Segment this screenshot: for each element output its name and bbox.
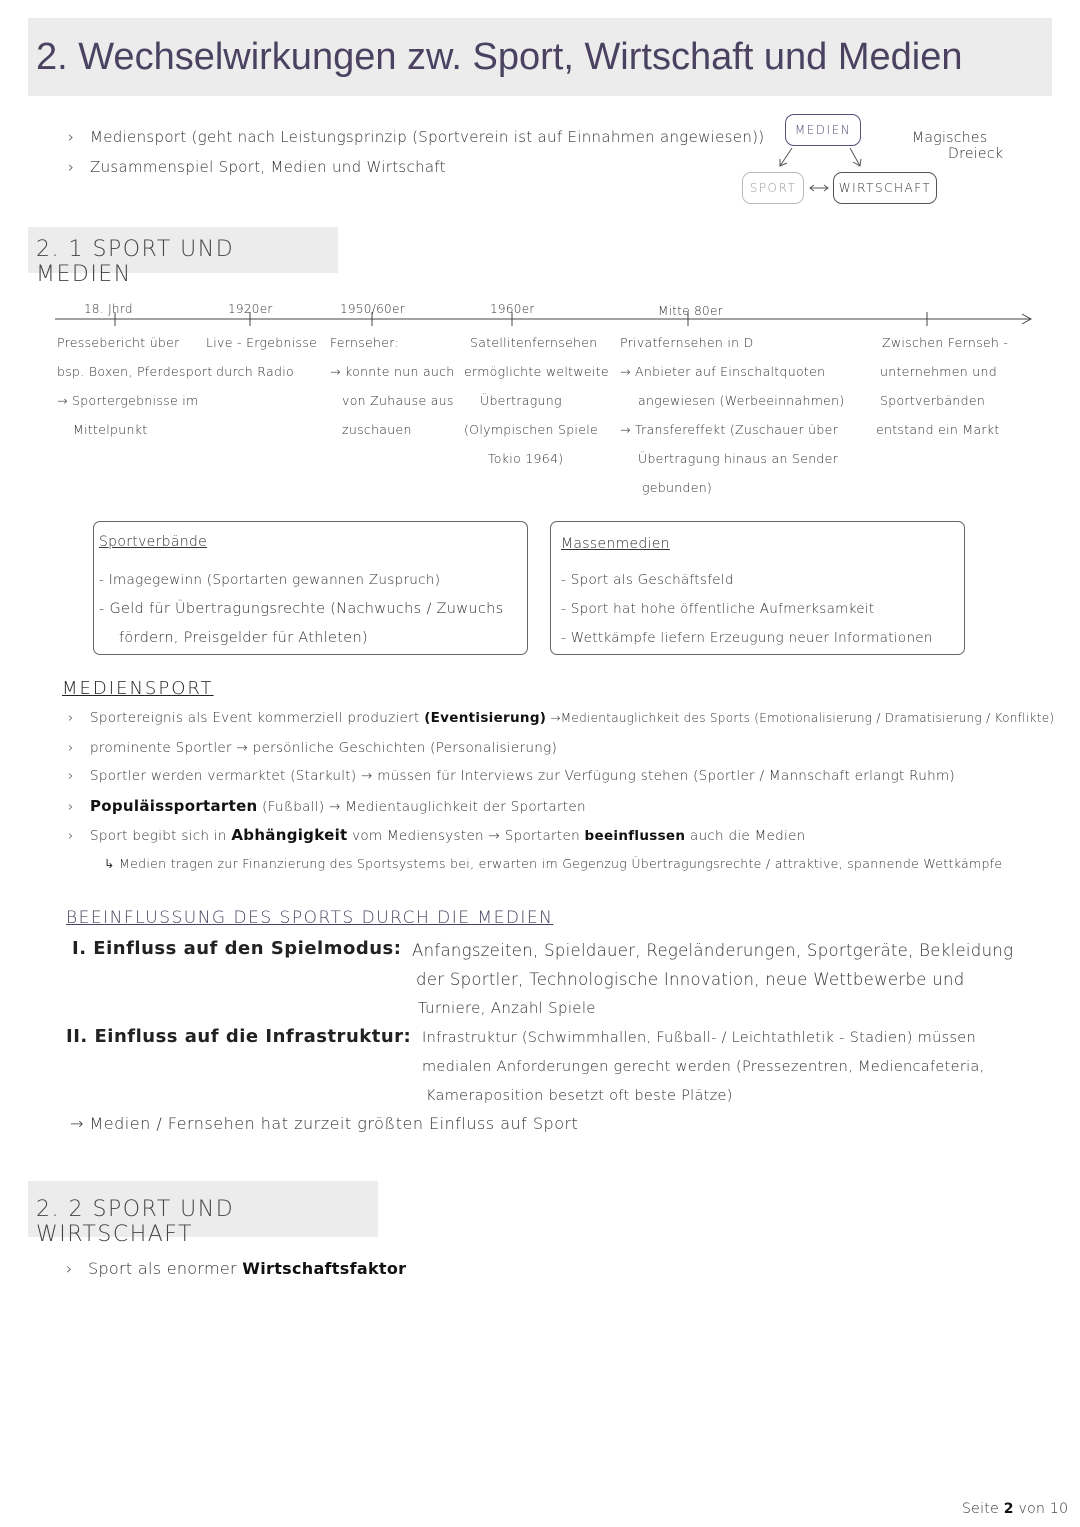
timeline-entry-line: → Sportergebnisse im bbox=[57, 393, 199, 408]
page-number-current: 2 bbox=[1003, 1501, 1014, 1517]
timeline-entry bbox=[330, 328, 455, 444]
timeline-entry-line: → konnte nun auch bbox=[330, 364, 455, 379]
bullet-arrow-icon: › bbox=[68, 799, 74, 815]
wirtschaft-bullet bbox=[66, 1259, 406, 1278]
timeline-entry-line: bsp. Boxen, Pferdesport bbox=[57, 364, 213, 379]
timeline-label: 1960er bbox=[490, 302, 535, 316]
timeline-entry-line: von Zuhause aus bbox=[342, 393, 454, 408]
node-wirtschaft: WIRTSCHAFT bbox=[833, 172, 937, 204]
timeline-entry-line: (Olympischen Spiele bbox=[464, 422, 598, 437]
node-sport: SPORT bbox=[742, 172, 804, 204]
box-title: Sportverbände bbox=[99, 534, 207, 550]
mediensport-text: Sportler werden vermarktet (Starkult) → müssen für Interviews zur Verfügung stehen (Sportler / Mannschaft erlangt Ruhm) bbox=[90, 768, 955, 784]
timeline-entry-line: Übertragung bbox=[480, 393, 562, 408]
page-title: 2. Wechselwirkungen zw. Sport, Wirtschaft und Medien bbox=[36, 36, 963, 78]
timeline-entry-line: gebunden) bbox=[642, 480, 713, 495]
intro-text: Zusammenspiel Sport, Medien und Wirtschaft bbox=[90, 158, 446, 176]
box-line: - Sport als Geschäftsfeld bbox=[561, 572, 734, 588]
mediensport-text: auch die Medien bbox=[685, 828, 806, 844]
einfluss-line: Infrastruktur (Schwimmhallen, Fußball- / Leichtathletik - Stadien) müssen bbox=[422, 1030, 977, 1046]
mediensport-text: →Medientauglichkeit des Sports (Emotionalisierung / Dramatisierung / Konflikte) bbox=[546, 711, 1055, 725]
einfluss-infrastruktur-label: II. Einfluss auf die Infrastruktur: bbox=[66, 1026, 412, 1047]
einfluss-spielmodus-text bbox=[412, 936, 1013, 1023]
mediensport-keyword: beeinflussen bbox=[584, 828, 686, 844]
wirtschaft-text: Sport als enormer bbox=[88, 1259, 243, 1278]
mediensport-item bbox=[68, 710, 1054, 726]
timeline-label: 1920er bbox=[228, 302, 273, 316]
box-line: fördern, Preisgelder für Athleten) bbox=[119, 630, 368, 646]
mediensport-item bbox=[68, 768, 955, 784]
mediensport-text: prominente Sportler → persönliche Geschichten (Personalisierung) bbox=[90, 740, 558, 756]
einfluss-line: der Sportler, Technologische Innovation, neue Wettbewerbe und bbox=[416, 970, 965, 989]
mediensport-text: (Fußball) → Medientauglichkeit der Sportarten bbox=[257, 799, 586, 815]
beeinflussung-conclusion: → Medien / Fernsehen hat zurzeit größten Einfluss auf Sport bbox=[70, 1114, 579, 1133]
einfluss-line: medialen Anforderungen gerecht werden (Pressezentren, Mediencafeteria, bbox=[422, 1059, 985, 1075]
timeline-entry bbox=[876, 328, 1008, 444]
bullet-arrow-icon: › bbox=[68, 768, 74, 784]
mediensport-text: Sportereignis als Event kommerziell produziert bbox=[90, 710, 425, 726]
triangle-label bbox=[912, 130, 1003, 162]
timeline-entry-line: ermöglichte weltweite bbox=[464, 364, 609, 379]
timeline-entry-line: Zwischen Fernseh - bbox=[882, 335, 1009, 350]
mediensport-keyword: Abhängigkeit bbox=[231, 826, 348, 844]
bullet-arrow-icon: › bbox=[66, 1259, 73, 1278]
timeline-entry-line: Tokio 1964) bbox=[488, 451, 564, 466]
box-line: - Sport hat hohe öffentliche Aufmerksamkeit bbox=[561, 601, 875, 617]
timeline-entry bbox=[206, 328, 317, 386]
page-number-prefix: Seite bbox=[962, 1501, 1004, 1517]
timeline-entry-line: Mittelpunkt bbox=[73, 422, 148, 437]
mediensport-keyword: Populäissportarten bbox=[90, 797, 258, 815]
timeline-entry-line: entstand ein Markt bbox=[876, 422, 1000, 437]
bullet-arrow-icon: › bbox=[68, 828, 74, 844]
timeline-entry bbox=[57, 328, 213, 444]
timeline-entry-line: Privatfernsehen in D bbox=[620, 335, 754, 350]
timeline-label: 18. Jhrd bbox=[84, 302, 133, 316]
timeline-entry-line: Sportverbänden bbox=[880, 393, 986, 408]
mediensport-item bbox=[68, 740, 557, 756]
mediensport-keyword: (Eventisierung) bbox=[424, 710, 547, 726]
timeline-entry-line: zuschauen bbox=[342, 422, 412, 437]
triangle-label-line: Dreieck bbox=[948, 146, 1004, 162]
einfluss-spielmodus-label: I. Einfluss auf den Spielmodus: bbox=[72, 938, 402, 959]
intro-bullet-1 bbox=[68, 128, 764, 146]
wirtschaft-keyword: Wirtschaftsfaktor bbox=[242, 1259, 407, 1278]
box-line: - Geld für Übertragungsrechte (Nachwuchs / Zuwuchs bbox=[99, 601, 504, 617]
section-heading-sport-wirtschaft bbox=[28, 1181, 378, 1247]
box-massenmedien bbox=[550, 521, 965, 655]
box-line: - Wettkämpfe liefern Erzeugung neuer Informationen bbox=[561, 630, 933, 646]
intro-text: Mediensport (geht nach Leistungsprinzip (Sportverein ist auf Einnahmen angewiesen)) bbox=[90, 128, 765, 146]
timeline-entry-line: → Transfereffekt (Zuschauer über bbox=[620, 422, 839, 437]
triangle-arrows bbox=[740, 140, 940, 200]
mediensport-item bbox=[68, 797, 586, 815]
mediensport-item bbox=[68, 826, 806, 844]
timeline-entry bbox=[464, 328, 609, 473]
timeline-entry-line: unternehmen und bbox=[880, 364, 997, 379]
intro-bullet-2 bbox=[68, 158, 446, 176]
timeline-entry-line: → Anbieter auf Einschaltquoten bbox=[620, 364, 826, 379]
timeline-entry-line: angewiesen (Werbeeinnahmen) bbox=[638, 393, 845, 408]
timeline-label: 1950/60er bbox=[340, 302, 405, 316]
timeline-label: Mitte 80er bbox=[658, 304, 723, 318]
einfluss-line: Turniere, Anzahl Spiele bbox=[418, 999, 596, 1017]
bullet-arrow-icon: › bbox=[68, 740, 74, 756]
section-heading-sport-medien bbox=[28, 227, 338, 287]
title-bar bbox=[28, 18, 1052, 96]
mediensport-text: Sport begibt sich in bbox=[90, 828, 232, 844]
section-title: 2. 2 SPORT UND WIRTSCHAFT bbox=[36, 1197, 235, 1247]
box-title: Massenmedien bbox=[561, 536, 670, 552]
section-title: 2. 1 SPORT UND MEDIEN bbox=[36, 237, 235, 287]
box-line: - Imagegewinn (Sportarten gewannen Zuspruch) bbox=[99, 572, 441, 588]
timeline-entry-line: Live - Ergebnisse bbox=[206, 335, 318, 350]
page-number bbox=[962, 1501, 1068, 1517]
bullet-arrow-icon: › bbox=[68, 158, 75, 176]
node-medien: MEDIEN bbox=[785, 114, 861, 146]
timeline-entry-line: Übertragung hinaus an Sender bbox=[638, 451, 839, 466]
beeinflussung-title: BEEINFLUSSUNG DES SPORTS DURCH DIE MEDIEN bbox=[66, 908, 554, 928]
triangle-label-line: Magisches bbox=[912, 130, 988, 146]
timeline-entry-line: durch Radio bbox=[216, 364, 294, 379]
mediensport-title: MEDIENSPORT bbox=[62, 678, 214, 699]
box-sportverbaende bbox=[93, 521, 528, 655]
bullet-arrow-icon: › bbox=[68, 710, 74, 726]
timeline-entry bbox=[620, 328, 845, 502]
einfluss-line: Anfangszeiten, Spieldauer, Regeländerungen, Sportgeräte, Bekleidung bbox=[412, 941, 1014, 960]
page-number-suffix: von 10 bbox=[1013, 1501, 1069, 1517]
timeline-entry-line: Pressebericht über bbox=[57, 335, 180, 350]
bullet-arrow-icon: › bbox=[68, 128, 75, 146]
einfluss-line: Kameraposition besetzt oft beste Plätze) bbox=[426, 1088, 733, 1104]
mediensport-subitem: ↳ Medien tragen zur Finanzierung des Sportsystems bei, erwarten im Gegenzug Übertragungsrechte / attraktive, spannende Wettkämpfe bbox=[104, 856, 1003, 871]
timeline-entry-line: Satellitenfernsehen bbox=[470, 335, 598, 350]
mediensport-text: vom Mediensysten → Sportarten bbox=[347, 828, 585, 844]
einfluss-infrastruktur-text bbox=[422, 1024, 985, 1111]
timeline-entry-line: Fernseher: bbox=[330, 335, 399, 350]
